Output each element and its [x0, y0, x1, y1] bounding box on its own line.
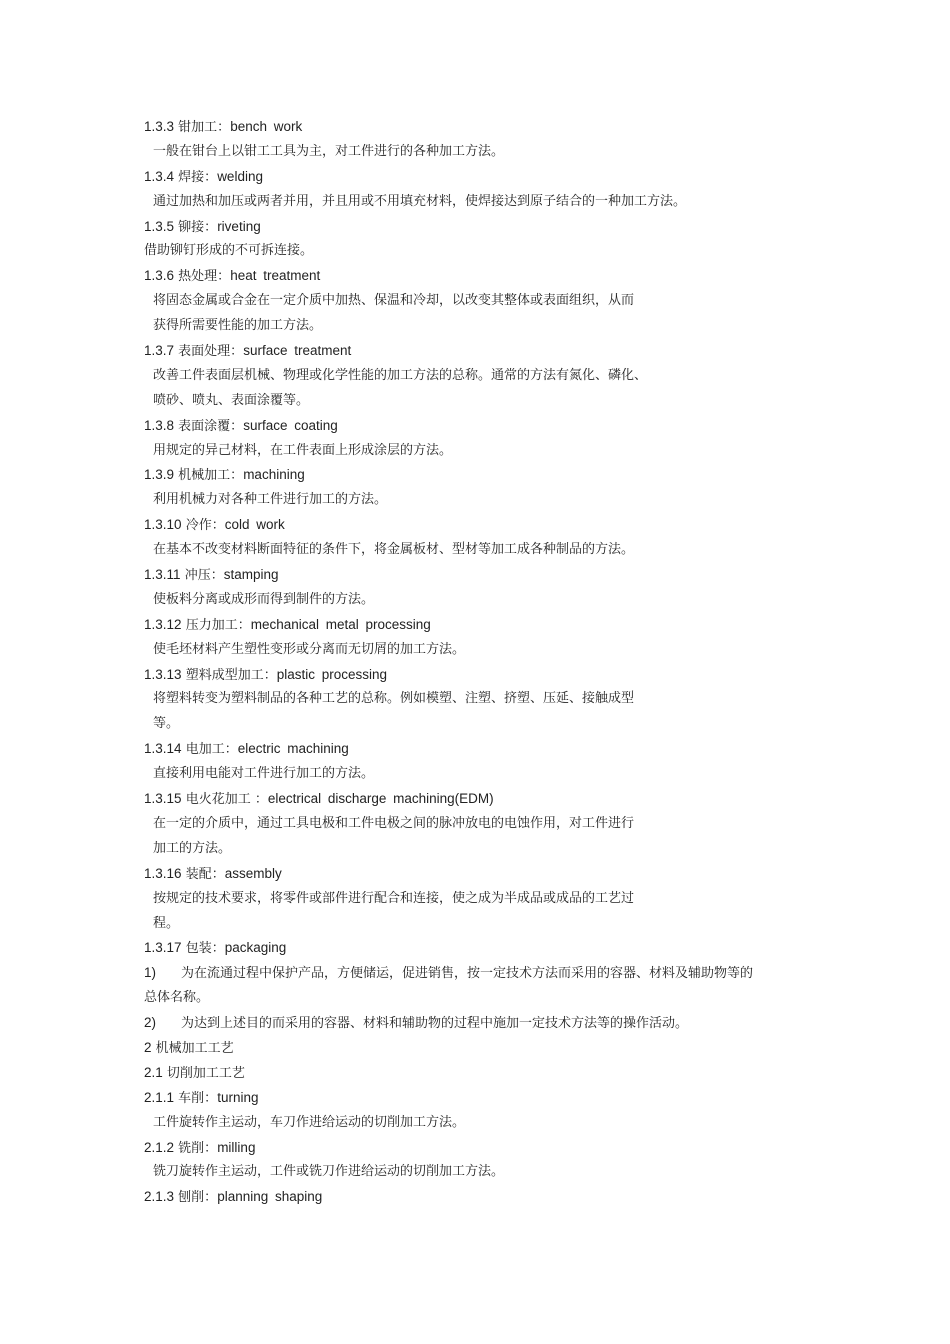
- section-title-en: heat treatment: [230, 268, 321, 284]
- section-title-zh: 表面处理：: [178, 344, 244, 360]
- paragraph-text: 工件旋转作主运动，车刀作进给运动的切削加工方法。: [153, 1114, 466, 1130]
- paragraph-line: [0, 289, 950, 314]
- section-title-en: machining: [243, 467, 305, 483]
- list-item: [0, 961, 950, 986]
- list-marker: 2): [144, 1015, 157, 1031]
- paragraph-text: 将塑料转变为塑料制品的各种工艺的总称。例如模塑、注塑、挤塑、压延、接触成型: [153, 691, 635, 707]
- section-title-zh: 切削加工工艺: [166, 1065, 245, 1081]
- section-title-en: assembly: [224, 865, 282, 881]
- paragraph-text: 在基本不改变材料断面特征的条件下，将金属板材、型材等加工成各种制品的方法。: [153, 542, 635, 558]
- section-heading: [0, 1036, 950, 1061]
- section-heading: [0, 862, 950, 887]
- paragraph-line: [0, 389, 950, 414]
- section-title-en: surface treatment: [243, 343, 352, 359]
- section-number: 1.3.12: [144, 616, 182, 632]
- section-heading: [0, 339, 950, 364]
- section-heading: [0, 787, 950, 812]
- list-item-text: 为达到上述目的而采用的容器、材料和辅助物的过程中施加一定技术方法等的操作活动。: [181, 1016, 689, 1032]
- section-title-zh: 压力加工：: [185, 617, 251, 633]
- section-title-zh: 塑料成型加工：: [185, 667, 277, 683]
- section-heading: [0, 513, 950, 538]
- document-body: [0, 115, 950, 1210]
- section-number: 1.3.15: [144, 791, 182, 807]
- section-title-zh: 铣削：: [178, 1140, 218, 1156]
- section-number: 1.3.17: [144, 940, 182, 956]
- section-title-zh: 包装：: [185, 941, 225, 957]
- paragraph-text: 利用机械力对各种工件进行加工的方法。: [153, 492, 388, 508]
- section-number: 1.3.6: [144, 268, 175, 284]
- section-title-zh: 电加工：: [185, 742, 238, 758]
- section-heading: [0, 1086, 950, 1111]
- section-heading: [0, 1185, 950, 1210]
- section-number: 1.3.3: [144, 119, 175, 134]
- paragraph-line: [0, 538, 950, 563]
- section-title-zh: 铆接：: [178, 219, 218, 235]
- section-heading: [0, 463, 950, 488]
- section-title-en: mechanical metal processing: [250, 616, 431, 632]
- section-number: 1.3.7: [144, 343, 175, 359]
- paragraph-line: [0, 488, 950, 513]
- section-title-en: turning: [217, 1089, 259, 1105]
- section-number: 2.1: [144, 1064, 163, 1080]
- section-number: 1.3.9: [144, 467, 175, 483]
- section-title-en: surface coating: [243, 417, 338, 433]
- section-heading: [0, 563, 950, 588]
- section-title-en: welding: [217, 168, 263, 184]
- section-title-en: packaging: [224, 940, 287, 956]
- section-title-en: bench work: [230, 119, 303, 134]
- paragraph-text: 将固态金属或合金在一定介质中加热、保温和冷却，以改变其整体或表面组织，从而: [153, 293, 635, 309]
- section-number: 1.3.11: [144, 567, 181, 583]
- paragraph-line: [0, 638, 950, 663]
- paragraph-line: [0, 364, 950, 389]
- section-heading: [0, 264, 950, 289]
- paragraph-line: [0, 439, 950, 464]
- paragraph-line: [0, 887, 950, 912]
- section-title-zh: 机械加工：: [178, 468, 244, 484]
- section-heading: [0, 414, 950, 439]
- paragraph-text: 通过加热和加压或两者并用，并且用或不用填充材料，使焊接达到原子结合的一种加工方法。: [153, 193, 687, 209]
- section-heading: [0, 215, 950, 240]
- section-title-zh: 电火花加工 ：: [185, 792, 268, 808]
- section-title-zh: 热处理：: [178, 269, 231, 285]
- section-number: 2: [144, 1039, 152, 1055]
- section-heading: [0, 115, 950, 140]
- paragraph-text: 用规定的异己材料，在工件表面上形成涂层的方法。: [153, 442, 453, 458]
- section-title-zh: 冲压：: [184, 568, 224, 584]
- section-heading: [0, 1136, 950, 1161]
- list-item: [0, 1011, 950, 1036]
- section-title-zh: 焊接：: [178, 169, 218, 185]
- section-number: 1.3.14: [144, 741, 182, 757]
- paragraph-line: [0, 712, 950, 737]
- list-marker: 1): [144, 965, 157, 981]
- section-heading: [0, 1061, 950, 1086]
- section-number: 1.3.13: [144, 666, 182, 682]
- paragraph-text: 加工的方法。: [153, 840, 232, 856]
- paragraph-line: [0, 239, 950, 264]
- paragraph-text: 铣刀旋转作主运动，工件或铣刀作进给运动的切削加工方法。: [153, 1164, 505, 1180]
- section-number: 1.3.8: [144, 417, 175, 433]
- paragraph-text: 在一定的介质中，通过工具电极和工件电极之间的脉冲放电的电蚀作用，对工件进行: [153, 815, 635, 831]
- section-title-en: stamping: [223, 567, 279, 583]
- section-heading: [0, 737, 950, 762]
- paragraph-line: [0, 912, 950, 937]
- paragraph-text: 直接利用电能对工件进行加工的方法。: [153, 766, 375, 782]
- paragraph-line: [0, 588, 950, 613]
- section-number: 1.3.10: [144, 517, 182, 533]
- section-number: 1.3.16: [144, 865, 182, 881]
- paragraph-text: 等。: [153, 716, 180, 732]
- paragraph-text: 按规定的技术要求，将零件或部件进行配合和连接，使之成为半成品或成品的工艺过: [153, 890, 635, 906]
- paragraph-line: [0, 687, 950, 712]
- section-title-zh: 冷作：: [185, 518, 225, 534]
- section-title-zh: 装配：: [185, 866, 225, 882]
- paragraph-text: 程。: [153, 915, 180, 931]
- section-title-en: cold work: [224, 517, 285, 533]
- section-number: 1.3.4: [144, 168, 175, 184]
- paragraph-line: [0, 762, 950, 787]
- section-number: 2.1.2: [144, 1139, 175, 1155]
- paragraph-line: [0, 314, 950, 339]
- paragraph-line: [0, 140, 950, 165]
- section-title-en: milling: [217, 1139, 256, 1155]
- paragraph-text: 总体名称。: [144, 990, 210, 1006]
- paragraph-text: 获得所需要性能的加工方法。: [153, 318, 323, 334]
- paragraph-line: [0, 1160, 950, 1185]
- section-heading: [0, 663, 950, 688]
- section-title-zh: 表面涂覆：: [178, 418, 244, 434]
- section-title-en: electric machining: [237, 741, 349, 757]
- section-title-zh: 机械加工工艺: [155, 1040, 234, 1056]
- section-title-en: planning shaping: [217, 1189, 323, 1205]
- paragraph-line: [0, 812, 950, 837]
- paragraph-line: [0, 986, 950, 1011]
- paragraph-text: 改善工件表面层机械、物理或化学性能的加工方法的总称。通常的方法有氮化、磷化、: [153, 367, 648, 383]
- paragraph-line: [0, 190, 950, 215]
- section-title-en: plastic processing: [276, 666, 388, 682]
- section-heading: [0, 613, 950, 638]
- paragraph-text: 喷砂、喷丸、表面涂覆等。: [153, 392, 310, 408]
- list-item-text: 为在流通过程中保护产品，方便储运，促进销售，按一定技术方法而采用的容器、材料及辅助物等的: [181, 966, 754, 982]
- paragraph-line: [0, 1111, 950, 1136]
- section-title-zh: 刨削：: [178, 1190, 218, 1206]
- section-number: 2.1.3: [144, 1189, 175, 1205]
- section-heading: [0, 936, 950, 961]
- section-number: 2.1.1: [144, 1089, 175, 1105]
- paragraph-text: 使毛坯材料产生塑性变形或分离而无切屑的加工方法。: [153, 641, 466, 657]
- section-title-zh: 车削：: [178, 1090, 218, 1106]
- section-heading: [0, 165, 950, 190]
- section-number: 1.3.5: [144, 218, 175, 234]
- paragraph-text: 使板料分离或成形而得到制件的方法。: [153, 591, 375, 607]
- paragraph-text: 一般在钳台上以钳工工具为主，对工件进行的各种加工方法。: [153, 143, 505, 159]
- section-title-en: riveting: [217, 218, 261, 234]
- section-title-en: electrical discharge machining(EDM): [267, 791, 494, 807]
- paragraph-line: [0, 837, 950, 862]
- section-title-zh: 钳加工：: [178, 120, 231, 135]
- paragraph-text: 借助铆钉形成的不可拆连接。: [144, 243, 314, 259]
